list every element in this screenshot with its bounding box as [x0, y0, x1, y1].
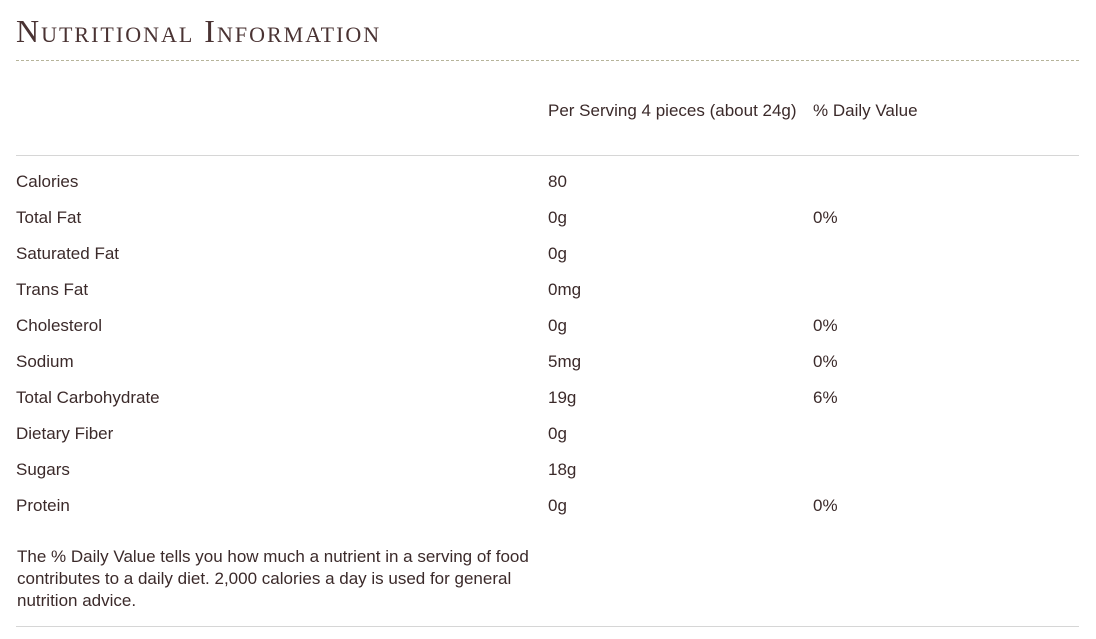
row-amount: 0g — [548, 495, 567, 515]
bottom-divider — [16, 626, 1079, 627]
row-amount: 0g — [548, 207, 567, 227]
row-nutrient: Trans Fat — [16, 279, 89, 299]
table-row — [16, 416, 1079, 452]
row-nutrient: Saturated Fat — [16, 243, 120, 263]
table-row — [16, 236, 1079, 272]
row-amount: 0g — [548, 315, 567, 335]
table-header-row — [16, 61, 1079, 155]
row-amount: 80 — [548, 171, 567, 191]
table-row — [16, 344, 1079, 380]
row-amount: 0g — [548, 423, 567, 443]
row-daily-value: 0% — [813, 495, 838, 515]
section-title: Nutritional Information — [16, 13, 382, 49]
table-row — [16, 308, 1079, 344]
header-daily-value: % Daily Value — [813, 100, 918, 120]
row-amount: 0g — [548, 243, 567, 263]
row-nutrient: Calories — [16, 171, 79, 191]
row-daily-value: 0% — [813, 315, 838, 335]
table-row — [16, 272, 1079, 308]
row-amount: 18g — [548, 459, 577, 479]
row-daily-value — [813, 272, 1079, 308]
header-divider — [16, 155, 1079, 164]
footnote-row — [16, 524, 1079, 626]
table-row — [16, 380, 1079, 416]
table-row — [16, 200, 1079, 236]
row-amount: 19g — [548, 387, 577, 407]
row-nutrient: Protein — [16, 495, 70, 515]
row-daily-value — [813, 452, 1079, 488]
row-daily-value — [813, 416, 1079, 452]
row-daily-value: 6% — [813, 387, 838, 407]
row-nutrient: Total Carbohydrate — [16, 387, 160, 407]
row-daily-value: 0% — [813, 207, 838, 227]
nutrition-section — [16, 0, 1079, 627]
row-nutrient: Sodium — [16, 351, 74, 371]
row-nutrient: Sugars — [16, 459, 70, 479]
row-amount: 0mg — [548, 279, 582, 299]
table-row — [16, 452, 1079, 488]
row-daily-value — [813, 164, 1079, 200]
row-daily-value: 0% — [813, 351, 838, 371]
header-nutrient — [16, 61, 548, 155]
table-row — [16, 488, 1079, 524]
daily-value-footnote: The % Daily Value tells you how much a nutrient in a serving of food contributes to a daily diet. 2,000 calories a day is used for general nutrition advice. — [17, 546, 529, 610]
row-nutrient: Cholesterol — [16, 315, 102, 335]
header-per-serving: Per Serving 4 pieces (about 24g) — [548, 100, 797, 120]
row-amount: 5mg — [548, 351, 582, 371]
table-row — [16, 164, 1079, 200]
row-nutrient: Total Fat — [16, 207, 82, 227]
row-daily-value — [813, 236, 1079, 272]
row-nutrient: Dietary Fiber — [16, 423, 114, 443]
nutrition-table — [16, 61, 1079, 626]
